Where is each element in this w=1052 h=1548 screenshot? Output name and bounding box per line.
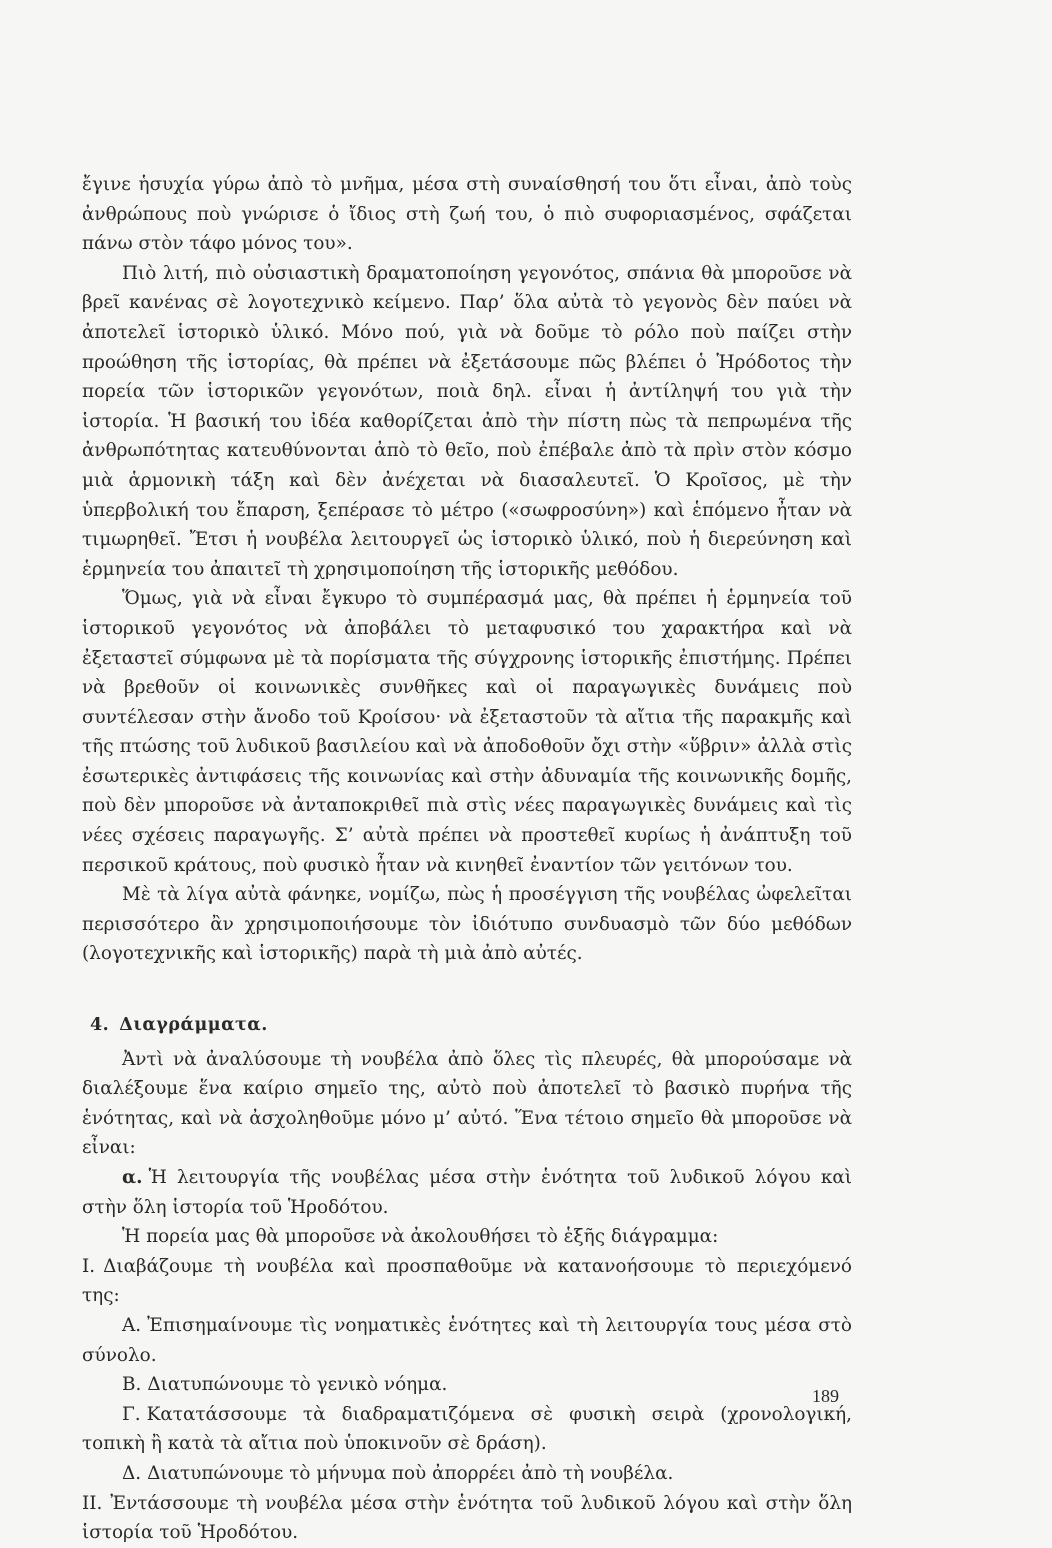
paragraph-2: Πιὸ λιτή, πιὸ οὐσιαστικὴ δραματοποίηση γεγονότος, σπάνια θὰ μποροῦσε νὰ βρεῖ κανένας σὲ λογοτεχνικὸ κείμενο. Παρ’ ὅλα αὐτὰ τὸ γεγονὸς δὲν παύει νὰ ἀποτελεῖ ἱστορικὸ ὑλικό. Μόνο πού, γιὰ νὰ δοῦμε τὸ ρόλο ποὺ παίζει στὴν προώθηση τῆς ἱστορίας, θὰ πρέπει νὰ ἐξετάσουμε πῶς βλέπει ὁ Ἡρόδοτος τὴν πορεία τῶν ἱστορικῶν γεγονότων, ποιὰ δηλ. εἶναι ἡ ἀντίληψή του γιὰ τὴν ἱστορία. Ἡ βασική του ἰδέα καθορίζεται ἀπὸ τὴν πίστη πὼς τὰ πεπρωμένα τῆς ἀνθρωπότητας κατευθύνονται ἀπὸ τὸ θεῖο, ποὺ ἐπέβαλε ἀπὸ τὰ πρὶν στὸν κόσμο μιὰ ἁρμονικὴ τάξη καὶ δὲν ἀνέχεται νὰ διασαλευτεῖ. Ὁ Κροῖσος, μὲ τὴν ὑπερβολική του ἔπαρση, ξεπέρασε τὸ μέτρο («σωφροσύνη») καὶ ἑπόμενο ἦταν νὰ τιμωρηθεῖ. Ἔτσι ἡ νουβέλα λειτουργεῖ ὡς ἱστορικὸ ὑλικό, ποὺ ἡ διερεύνηση καὶ ἑρμηνεία του ἀπαιτεῖ τὴ χρησιμοποίηση τῆς ἱστορικῆς μεθόδου. (82, 262, 852, 580)
page-body (82, 170, 852, 1548)
sub-item-a-letter: Α. (122, 1314, 142, 1336)
sub-item-a-text: Ἐπισημαίνουμε τὶς νοηματικὲς ἑνότητες καὶ τὴ λειτουργία τους μέσα στὸ σύνολο. (82, 1314, 852, 1366)
sub-item-b-text: Διατυπώνουμε τὸ γενικὸ νόημα. (147, 1374, 448, 1396)
point-a-letter: α. (122, 1167, 143, 1188)
paragraph-4: Μὲ τὰ λίγα αὐτὰ φάνηκε, νομίζω, πὼς ἡ προσέγγιση τῆς νουβέλας ὠφελεῖται περισσότερο ἂν χρησιμοποιήσουμε τὸν ἰδιότυπο συνδυασμὸ τῶν δύο μεθόδων (λογοτεχνικῆς καὶ ἱστορικῆς) παρὰ τὴ μιὰ ἀπὸ αὐτές. (82, 884, 852, 965)
item-i-text: Διαβάζουμε τὴ νουβέλα καὶ προσπαθοῦμε νὰ κατανοήσουμε τὸ περιεχόμενό της: (82, 1255, 852, 1307)
item-ii-text: Ἐντάσσουμε τὴ νουβέλα μέσα στὴν ἑνότητα τοῦ λυδικοῦ λόγου καὶ στὴν ὅλη ἱστορία τοῦ Ἡροδότου. (82, 1492, 852, 1544)
section-heading (82, 1011, 852, 1041)
sub-item-c-letter: Γ. (122, 1403, 141, 1425)
sub-item-c (82, 1400, 852, 1459)
item-ii (82, 1489, 852, 1548)
sub-item-d (82, 1459, 852, 1489)
paragraph-1: ἔγινε ἡσυχία γύρω ἀπὸ τὸ μνῆμα, μέσα στὴ συναίσθησή του ὅτι εἶναι, ἀπὸ τοὺς ἀνθρώπους ποὺ γνώρισε ὁ ἴδιος στὴ ζωή του, ὁ πιὸ συφοριασμένος, σφάζεται πάνω στὸν τάφο μόνος του». (82, 174, 852, 255)
section-title: Διαγράμματα. (119, 1015, 268, 1036)
paragraph-3: Ὅμως, γιὰ νὰ εἶναι ἔγκυρο τὸ συμπέρασμά μας, θὰ πρέπει ἡ ἑρμηνεία τοῦ ἱστορικοῦ γεγονότος νὰ ἀποβάλει τὸ μεταφυσικό του χαρακτήρα καὶ νὰ ἐξεταστεῖ σύμφωνα μὲ τὰ πορίσματα τῆς σύγχρονης ἱστορικῆς ἐπιστήμης. Πρέπει νὰ βρεθοῦν οἱ κοινωνικὲς συνθῆκες καὶ οἱ παραγωγικὲς δυνάμεις ποὺ συντέλεσαν στὴν ἄνοδο τοῦ Κροίσου· νὰ ἐξεταστοῦν τὰ αἴτια τῆς παρακμῆς καὶ τῆς πτώσης τοῦ λυδικοῦ βασιλείου καὶ νὰ ἀποδοθοῦν ὄχι στὴν «ὕβριν» ἀλλὰ στὶς ἐσωτερικὲς ἀντιφάσεις τῆς κοινωνίας καὶ στὴν ἀδυναμία τῆς κοινωνικῆς δομῆς, ποὺ δὲν μποροῦσε νὰ ἀνταποκριθεῖ πιὰ στὶς νέες παραγωγικὲς δυνάμεις καὶ τὶς νέες σχέσεις παραγωγῆς. Σ’ αὐτὰ πρέπει νὰ προστεθεῖ κυρίως ἡ ἀνάπτυξη τοῦ περσικοῦ κράτους, ποὺ φυσικὸ ἦταν νὰ κινηθεῖ ἐναντίον τῶν γειτόνων του. (82, 588, 852, 876)
page-number: 189 (812, 1386, 839, 1406)
item-i (82, 1252, 852, 1311)
sub-item-c-text: Κατατάσσουμε τὰ διαδραματιζόμενα σὲ φυσικὴ σειρὰ (χρονολογική, τοπικὴ ἢ κατὰ τὰ αἴτια ποὺ ὑποκινοῦν σὲ δράση). (82, 1403, 852, 1455)
diagram-intro: Ἡ πορεία μας θὰ μποροῦσε νὰ ἀκολουθήσει τὸ ἑξῆς διάγραμμα: (122, 1226, 719, 1248)
point-a (82, 1163, 852, 1222)
section-number: 4. (90, 1015, 110, 1036)
item-i-numeral: I. (82, 1255, 96, 1277)
sub-item-b (82, 1370, 852, 1400)
section-intro: Ἀντὶ νὰ ἀναλύσουμε τὴ νουβέλα ἀπὸ ὅλες τὶς πλευρές, θὰ μπορούσαμε νὰ διαλέξουμε ἕνα καίριο σημεῖο της, αὐτὸ ποὺ ἀποτελεῖ τὸ βασικὸ πυρήνα τῆς ἑνότητας, καὶ νὰ ἀσχοληθοῦμε μόνο μ’ αὐτό. Ἕνα τέτοιο σημεῖο θὰ μποροῦσε νὰ εἶναι: (82, 1048, 852, 1159)
item-ii-numeral: II. (82, 1492, 103, 1514)
sub-item-d-letter: Δ. (122, 1462, 142, 1484)
sub-item-a (82, 1311, 852, 1370)
sub-item-b-letter: Β. (122, 1374, 142, 1396)
point-a-text: Ἡ λειτουργία τῆς νουβέλας μέσα στὴν ἑνότητα τοῦ λυδικοῦ λόγου καὶ στὴν ὅλη ἱστορία τοῦ Ἡροδότου. (82, 1167, 852, 1218)
sub-item-d-text: Διατυπώνουμε τὸ μήνυμα ποὺ ἀπορρέει ἀπὸ τὴ νουβέλα. (147, 1462, 674, 1484)
